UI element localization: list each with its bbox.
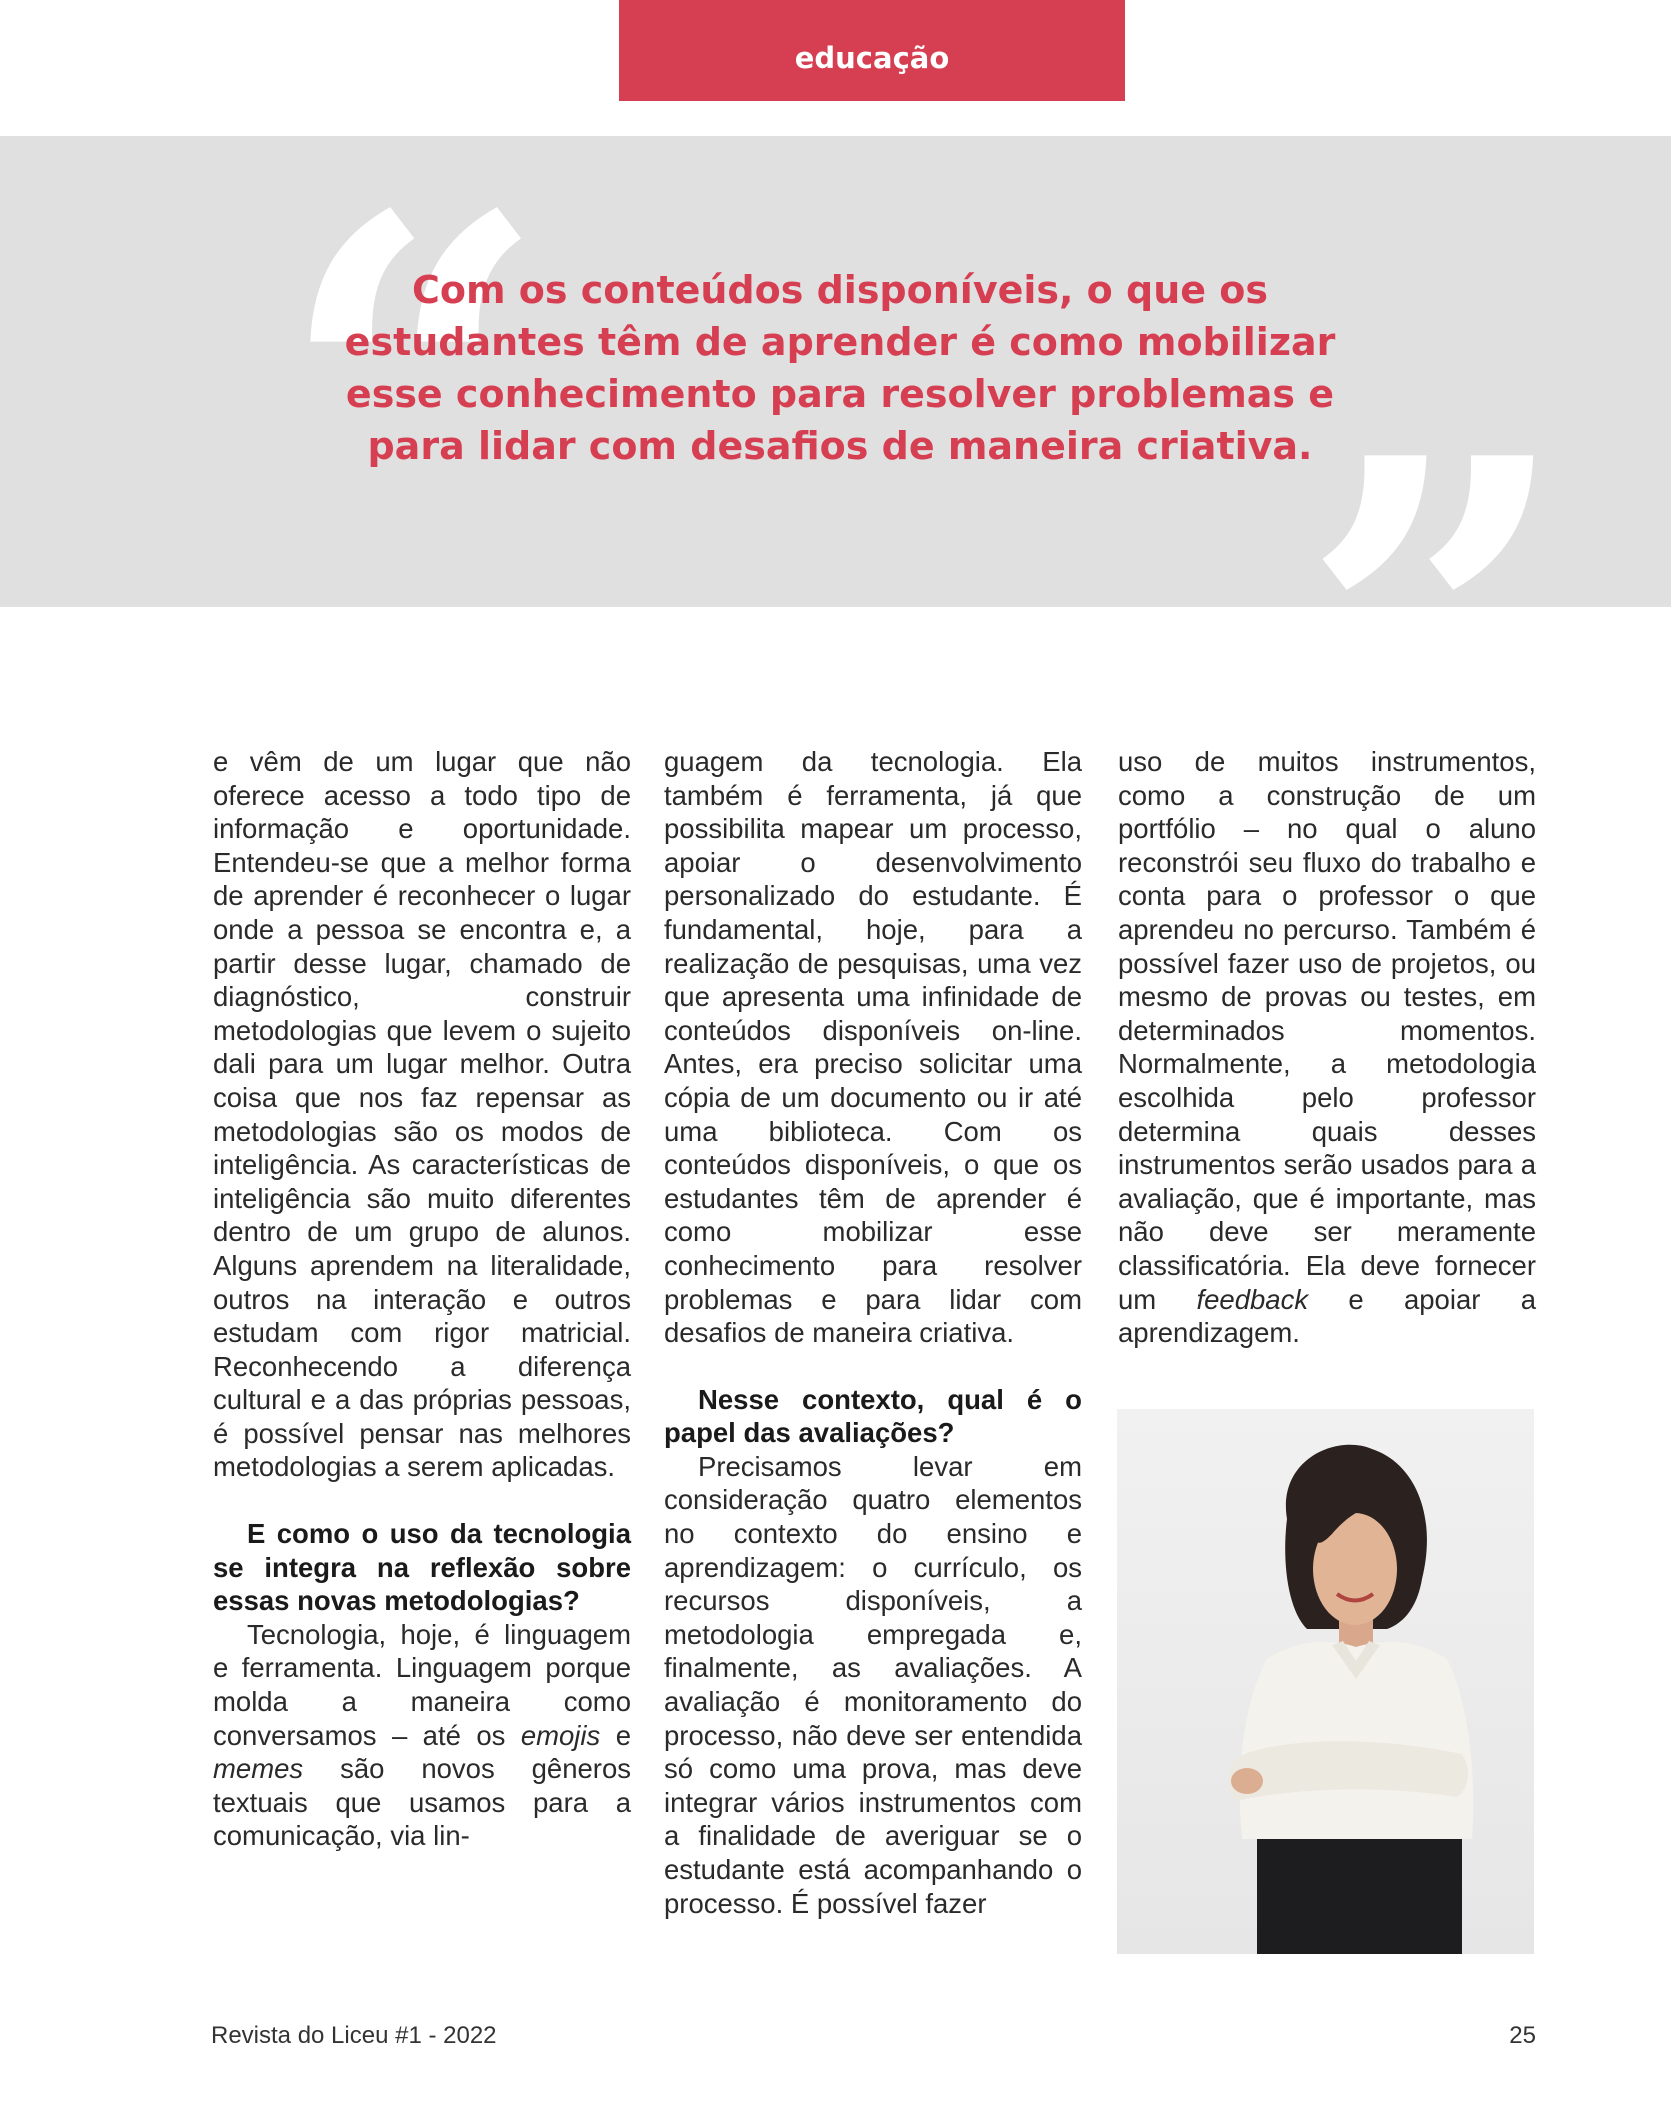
pull-quote-band [0,136,1671,607]
interview-question: Nesse contexto, qual é o papel das avaliações? [664,1383,1082,1449]
paragraph: Tecnologia, hoje, é linguagem e ferramenta. Linguagem porque molda a maneira como conversamos – até os emojis e memes são novos gêneros textuais que usamos para a comunicação, via lin- [213,1618,632,1852]
paragraph: e vêm de um lugar que não oferece acesso a todo tipo de informação e oportunidade. Entendeu-se que a melhor forma de aprender é reconhecer o lugar onde a pessoa se encontra e, a partir desse lugar, chamado de diagnóstico, construir metodologias que levem o sujeito dali para um lugar melhor. Outra coisa que nos faz repensar as metodologias são os modos de inteligência. As características de inteligência são muito diferentes dentro de um grupo de alunos. Alguns aprendem na literalidade, outros na interação e outros estudam com rigor matricial. Reconhecendo a diferença cultural e a das próprias pessoas, é possível pensar nas melhores metodologias a serem aplicadas. [213,746,631,1483]
article-column-2 [664,745,1082,1920]
paragraph: Precisamos levar em consideração quatro elementos no contexto do ensino e aprendizagem: o currículo, os recursos disponíveis, a metodologia empregada e, finalmente, as avaliações. A avaliação é monitoramento do processo, não deve ser entendida só como uma prova, mas deve integrar vários instrumentos com a finalidade de averiguar se o estudante está acompanhando o processo. É possível fazer [664,1450,1082,1919]
pull-quote-text: Com os conteúdos disponíveis, o que os estudantes têm de aprender é como mobilizar esse conhecimento para resolver problemas e para lidar com desafios de maneira criativa. [344,268,1336,468]
interview-question: E como o uso da tecnologia se integra na reflexão sobre essas novas metodologias? [213,1518,631,1617]
page-number: 25 [1509,2022,1536,2049]
article-column-3 [1118,745,1536,1350]
portrait-illustration [1117,1409,1534,1954]
paragraph: guagem da tecnologia. Ela também é ferramenta, já que possibilita mapear um processo, apoiar o desenvolvimento personalizado do estudante. É fundamental, hoje, para a realização de pesquisas, uma vez que apresenta uma infinidade de conteúdos disponíveis on-line. Antes, era preciso solicitar uma cópia de um documento ou ir até uma biblioteca. Com os conteúdos disponíveis, o que os estudantes têm de aprender é como mobilizar esse conhecimento para resolver problemas e para lidar com desafios de maneira criativa. [664,746,1082,1349]
section-label: educação [619,0,1125,101]
interviewee-photo [1117,1409,1534,1954]
paragraph: uso de muitos instrumentos, como a construção de um portfólio – no qual o aluno reconstrói seu fluxo do trabalho e conta para o professor o que aprendeu no percurso. Também é possível fazer uso de projetos, ou mesmo de provas ou testes, em determinados momentos. Normalmente, a metodologia escolhida pelo professor determina quais desses instrumentos serão usados para a avaliação, que é importante, mas não deve ser meramente classificatória. Ela deve fornecer um feedback e apoiar a aprendizagem. [1118,746,1536,1349]
article-column-1 [213,745,631,1853]
open-quote-icon: “ [278,136,549,607]
publication-footer: Revista do Liceu #1 - 2022 [211,2022,497,2049]
